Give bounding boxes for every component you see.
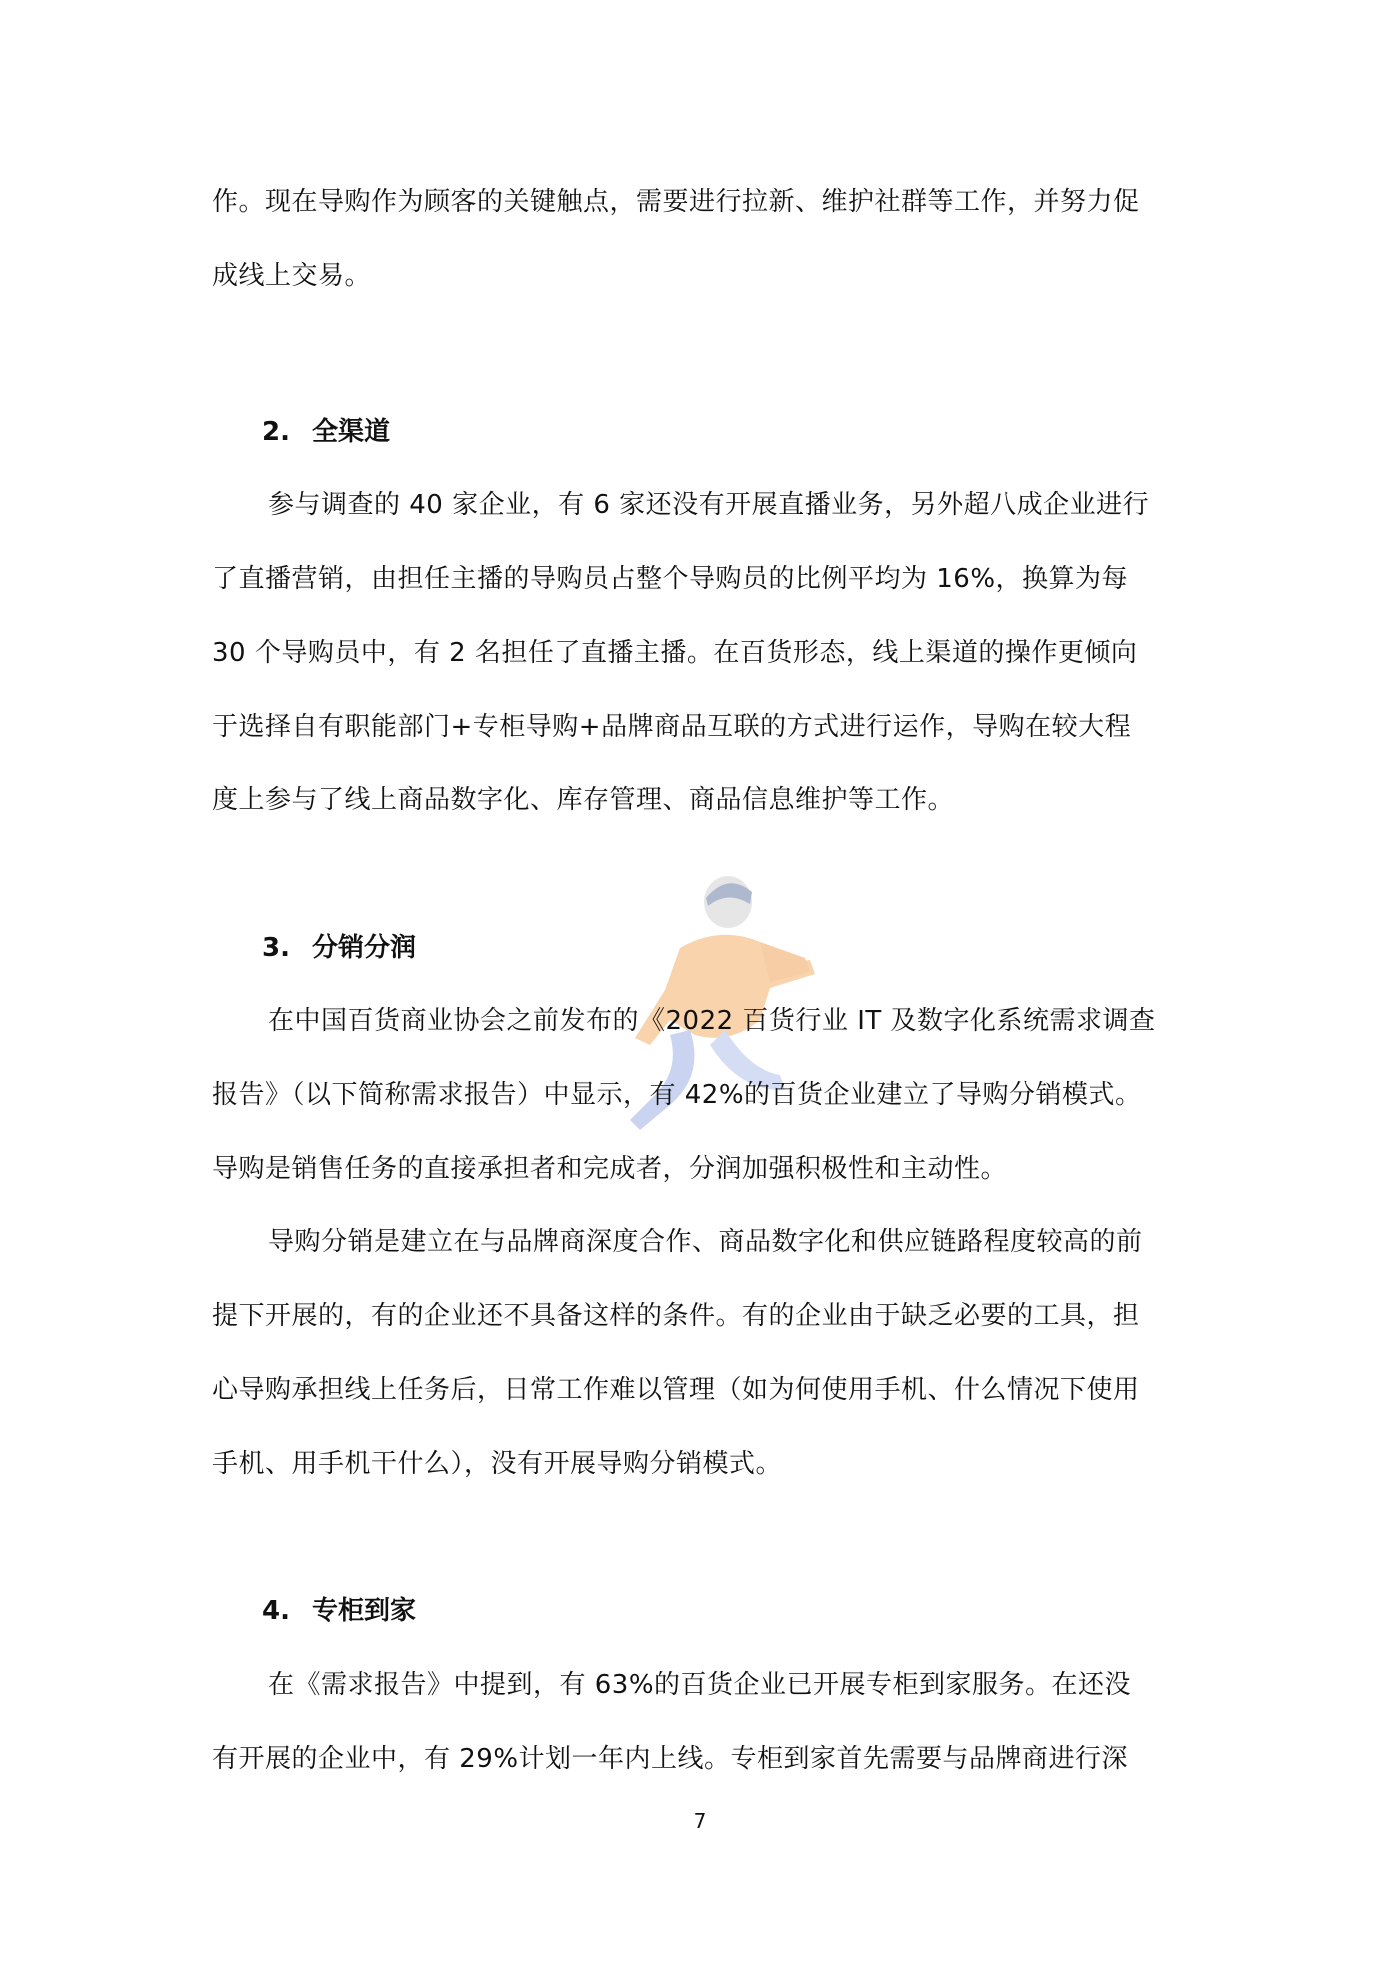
section-number: 3. (262, 933, 290, 963)
page-number: 7 (693, 1809, 707, 1833)
paragraph-line: 心导购承担线上任务后，日常工作难以管理（如为何使用手机、什么情况下使用 (212, 1375, 1140, 1405)
paragraph-line: 度上参与了线上商品数字化、库存管理、商品信息维护等工作。 (212, 785, 955, 815)
section-heading (262, 414, 390, 450)
paragraph-line: 了直播营销，由担任主播的导购员占整个导购员的比例平均为 16%，换算为每 (212, 564, 1129, 594)
paragraph-line: 30 个导购员中，有 2 名担任了直播主播。在百货形态，线上渠道的操作更倾向 (212, 638, 1138, 668)
paragraph-line: 在中国百货商业协会之前发布的《2022 百货行业 IT 及数字化系统需求调查 (268, 1006, 1156, 1036)
paragraph-line: 成线上交易。 (212, 261, 372, 291)
paragraph-line: 参与调查的 40 家企业，有 6 家还没有开展直播业务，另外超八成企业进行 (268, 490, 1150, 520)
paragraph-line: 导购分销是建立在与品牌商深度合作、商品数字化和供应链路程度较高的前 (268, 1227, 1143, 1257)
section-number: 4. (262, 1596, 290, 1626)
section-heading (262, 930, 416, 966)
paragraph-line: 在《需求报告》中提到，有 63%的百货企业已开展专柜到家服务。在还没 (268, 1670, 1132, 1700)
paragraph-line: 提下开展的，有的企业还不具备这样的条件。有的企业由于缺乏必要的工具，担 (212, 1301, 1140, 1331)
section-number: 2. (262, 417, 290, 447)
paragraph-line: 手机、用手机干什么），没有开展导购分销模式。 (212, 1449, 783, 1479)
paragraph-line: 于选择自有职能部门+专柜导购+品牌商品互联的方式进行运作，导购在较大程 (212, 712, 1132, 742)
paragraph-line: 作。现在导购作为顾客的关键触点，需要进行拉新、维护社群等工作，并努力促 (212, 187, 1140, 217)
section-title: 专柜到家 (312, 1596, 417, 1626)
paragraph-line: 有开展的企业中，有 29%计划一年内上线。专柜到家首先需要与品牌商进行深 (212, 1744, 1129, 1774)
section-heading (262, 1593, 416, 1629)
section-title: 全渠道 (312, 417, 391, 447)
paragraph-line: 导购是销售任务的直接承担者和完成者，分润加强积极性和主动性。 (212, 1154, 1008, 1184)
section-title: 分销分润 (312, 933, 417, 963)
paragraph-line: 报告》（以下简称需求报告）中显示，有 42%的百货企业建立了导购分销模式。 (212, 1080, 1142, 1110)
